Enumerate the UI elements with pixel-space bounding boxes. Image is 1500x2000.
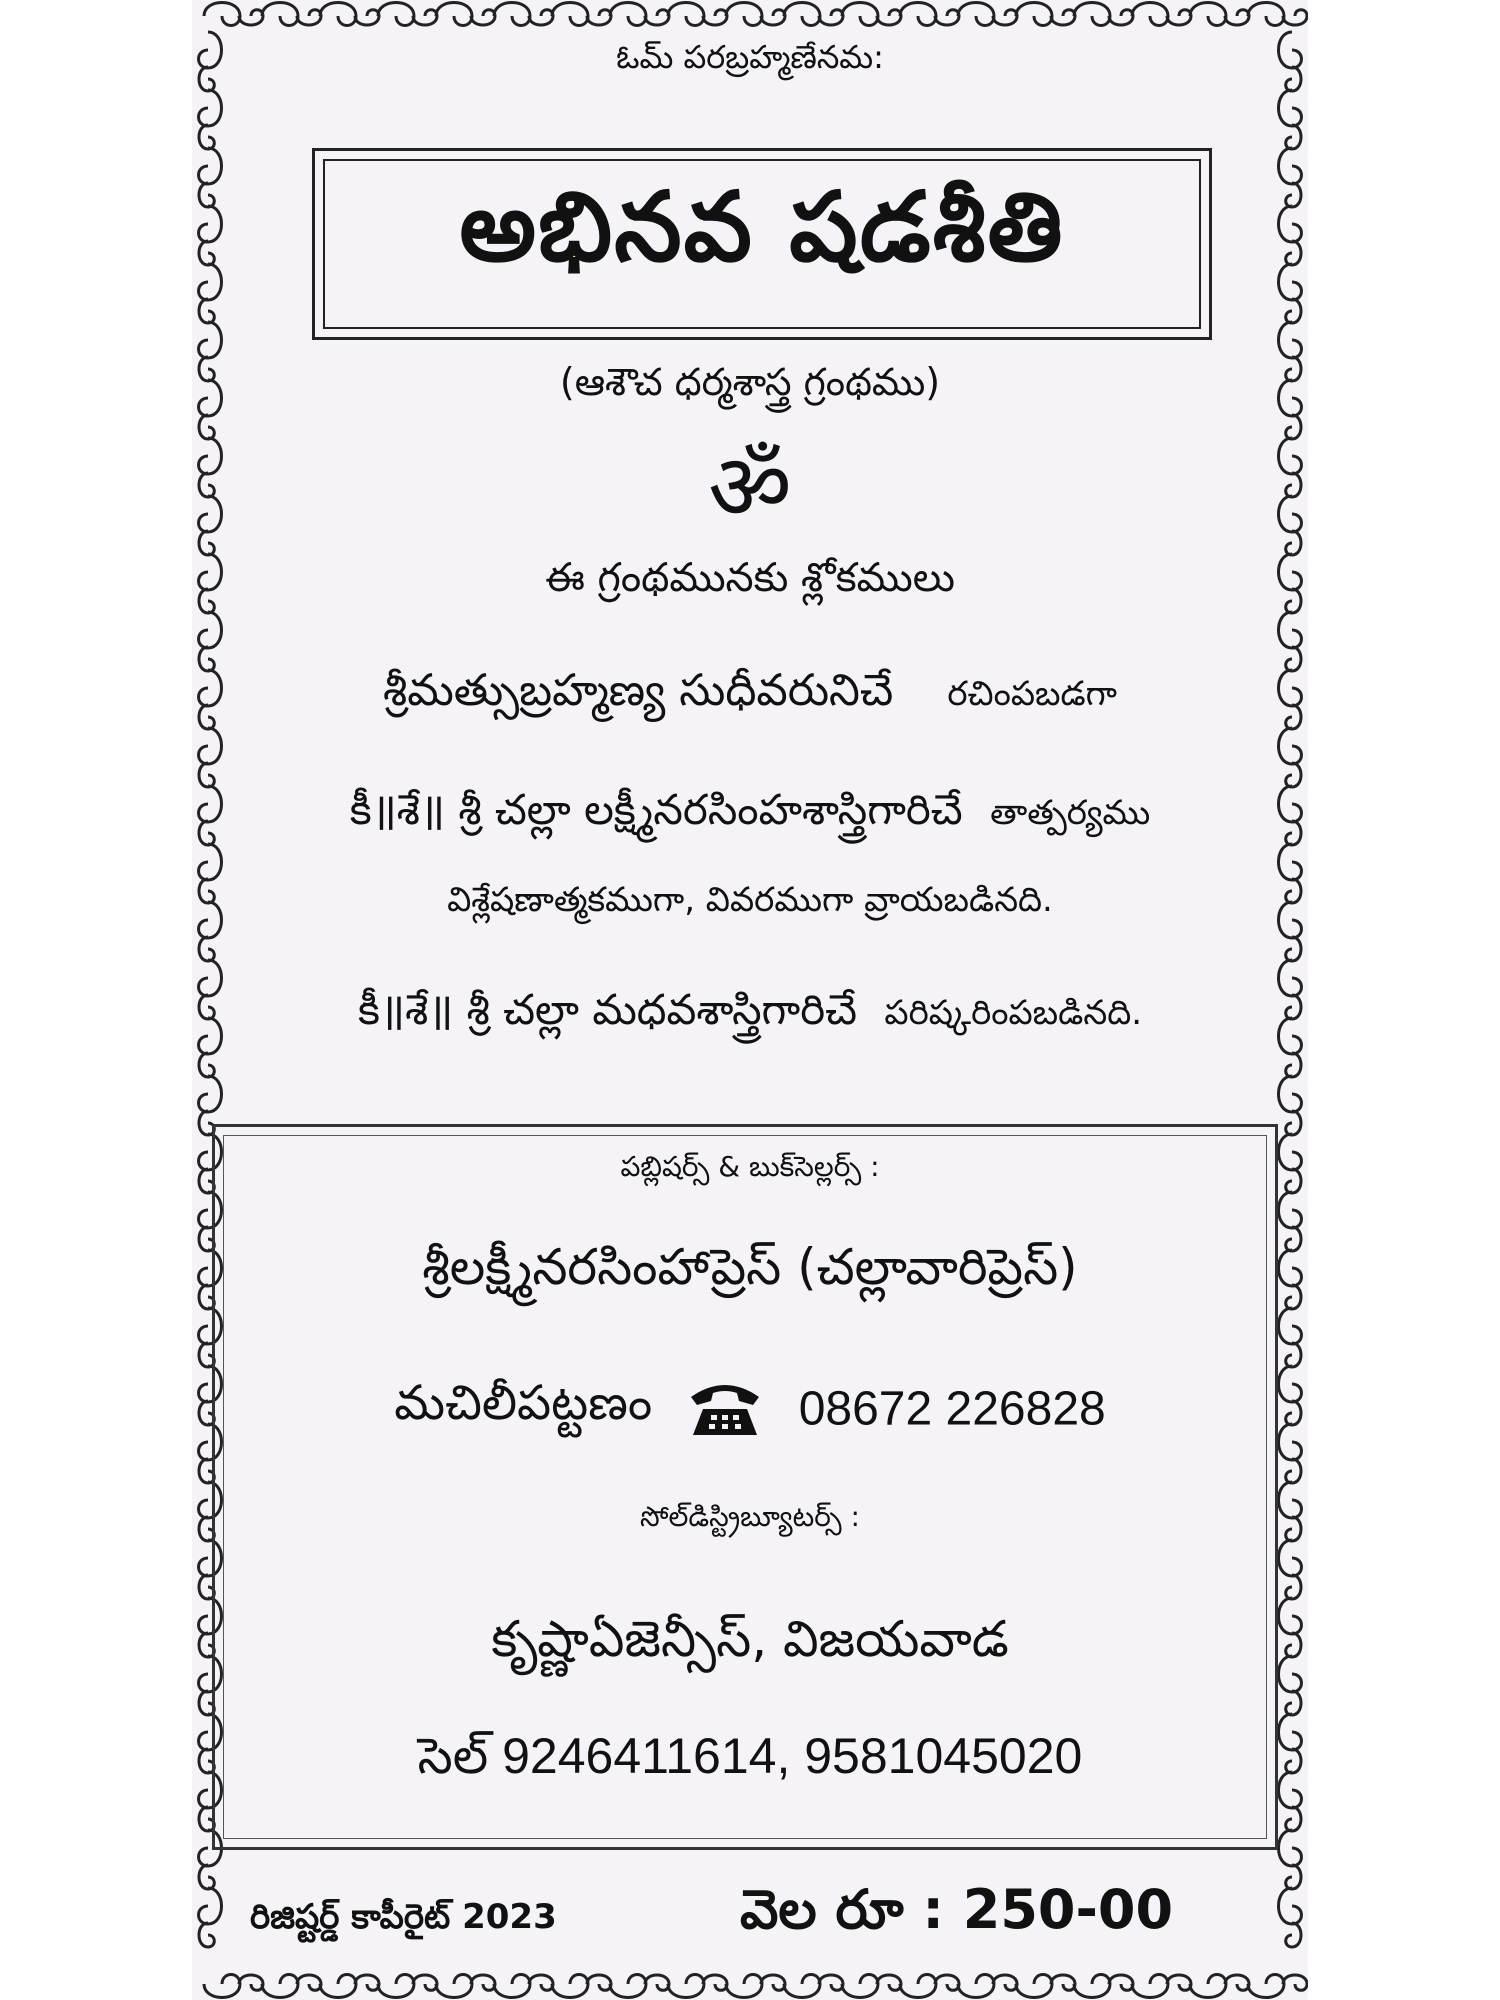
book-title: అభినవ షడశీతి bbox=[459, 171, 1065, 283]
author-suffix: రచింపబడగా bbox=[947, 674, 1117, 714]
title-frame bbox=[312, 148, 1212, 340]
shlokas-intro: ఈ గ్రంథమునకు శ్లోకములు bbox=[545, 555, 955, 601]
publisher-phone: 08672 226828 bbox=[798, 1382, 1106, 1436]
reviser-suffix: పరిష్కరింపబడినది. bbox=[884, 993, 1143, 1033]
publisher-label: పబ్లిషర్స్ & బుక్‌సెల్లర్స్ : bbox=[620, 1150, 880, 1183]
reviser-line bbox=[192, 985, 1308, 1045]
invocation-line: ఓమ్ పరబ్రహ్మణేనమ: bbox=[616, 38, 884, 76]
reviser-name: కీ॥శే॥ శ్రీ చల్లా మధవశాస్త్రిగారిచే bbox=[357, 985, 858, 1034]
commentator-line bbox=[192, 785, 1308, 845]
book-subtitle: (ఆశౌచ ధర్మశాస్త్ర గ్రంథము) bbox=[559, 360, 941, 404]
om-symbol: ॐ bbox=[708, 434, 792, 541]
publisher-city: మచిలీపట్టణం bbox=[394, 1375, 653, 1431]
telephone-icon bbox=[687, 1379, 763, 1439]
publisher-contact bbox=[192, 1375, 1308, 1443]
author-line bbox=[192, 665, 1308, 727]
distributor-label: సోల్‌డిస్ట్రిబ్యూటర్స్ : bbox=[640, 1500, 860, 1533]
author-name: శ్రీమత్సుబ్రహ్మణ్య సుధీవరునిచే bbox=[383, 665, 894, 716]
commentator-name: కీ॥శే॥ శ్రీ చల్లా లక్ష్మీనరసింహశాస్త్రిగారిచే bbox=[349, 785, 963, 834]
publisher-name: శ్రీలక్ష్మీనరసింహాప్రెస్ (చల్లావారిప్రెస్) bbox=[422, 1238, 1078, 1296]
copyright-line: రిజిష్టర్డ్ కాపీరైట్ 2023 bbox=[250, 1897, 557, 1937]
commentary-description: విశ్లేషణాత్మకముగా, వివరముగా వ్రాయబడినది. bbox=[447, 880, 1053, 920]
distributor-name: కృష్ణాఏజెన్సీస్, విజయవాడ bbox=[491, 1610, 1009, 1668]
commentator-suffix: తాత్పర్యము bbox=[990, 793, 1151, 833]
book-title-page bbox=[192, 0, 1308, 2000]
price-line: వెల రూ : 250-00 bbox=[740, 1878, 1174, 1941]
distributor-cell: సెల్ 9246411614, 9581045020 bbox=[417, 1728, 1083, 1784]
